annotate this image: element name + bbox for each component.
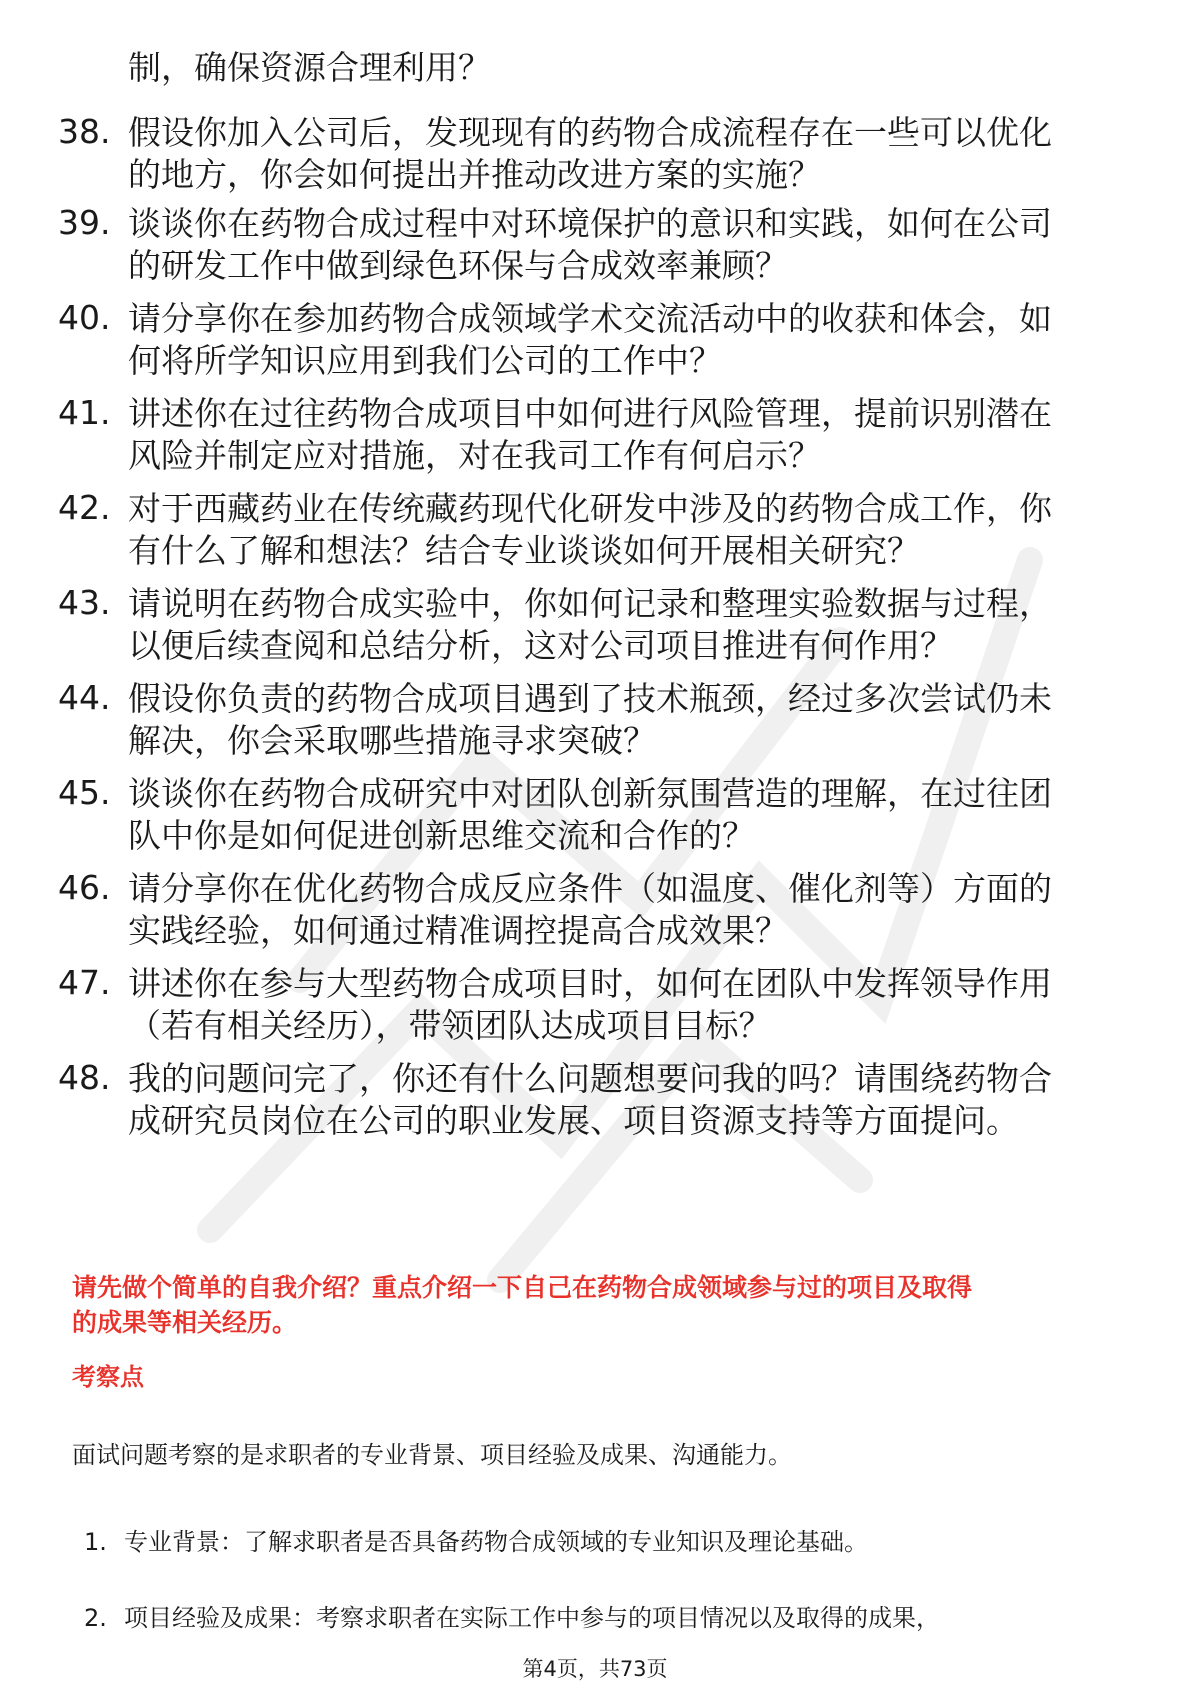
question-number: 47. bbox=[58, 963, 111, 1002]
point-text: 项目经验及成果：考察求职者在实际工作中参与的项目情况以及取得的成果， bbox=[124, 1604, 940, 1632]
question-text bbox=[128, 1058, 1120, 1142]
question-line: 的地方，你会如何提出并推动改进方案的实施？ bbox=[128, 155, 821, 194]
question-text bbox=[128, 393, 1120, 477]
question-line: 队中你是如何促进创新思维交流和合作的？ bbox=[128, 816, 755, 855]
question-number: 43. bbox=[58, 583, 111, 622]
question-line: 以便后续查阅和总结分析，这对公司项目推进有何作用？ bbox=[128, 626, 953, 665]
section-title: 考察点 bbox=[72, 1363, 144, 1391]
question-item bbox=[0, 298, 1190, 388]
question-line: 对于西藏药业在传统藏药现代化研发中涉及的药物合成工作，你 bbox=[128, 489, 1052, 528]
question-item bbox=[0, 203, 1190, 293]
page-footer: 第4页，共73页 bbox=[522, 1657, 668, 1681]
question-number: 40. bbox=[58, 298, 111, 337]
question-line: 有什么了解和想法？结合专业谈谈如何开展相关研究？ bbox=[128, 531, 920, 570]
question-item bbox=[0, 678, 1190, 768]
question-line: 的研发工作中做到绿色环保与合成效率兼顾？ bbox=[128, 246, 788, 285]
question-line: 谈谈你在药物合成过程中对环境保护的意识和实践，如何在公司 bbox=[128, 204, 1052, 243]
question-line: 假设你负责的药物合成项目遇到了技术瓶颈，经过多次尝试仍未 bbox=[128, 679, 1052, 718]
question-line: 我的问题问完了，你还有什么问题想要问我的吗？请围绕药物合 bbox=[128, 1059, 1052, 1098]
highlight-question bbox=[72, 1270, 1132, 1340]
question-text bbox=[128, 963, 1120, 1047]
question-line: 讲述你在过往药物合成项目中如何进行风险管理，提前识别潜在 bbox=[128, 394, 1052, 433]
point-number: 2. bbox=[84, 1604, 107, 1632]
question-line: 解决，你会采取哪些措施寻求突破？ bbox=[128, 721, 656, 760]
highlight-line: 的成果等相关经历。 bbox=[72, 1308, 298, 1337]
question-line: 风险并制定应对措施，对在我司工作有何启示？ bbox=[128, 436, 821, 475]
question-number: 44. bbox=[58, 678, 111, 717]
question-item bbox=[0, 112, 1190, 202]
question-number: 39. bbox=[58, 203, 111, 242]
question-item bbox=[0, 773, 1190, 863]
question-number: 48. bbox=[58, 1058, 111, 1097]
point-text: 专业背景：了解求职者是否具备药物合成领域的专业知识及理论基础。 bbox=[124, 1528, 868, 1556]
point-number: 1. bbox=[84, 1528, 107, 1556]
question-item bbox=[0, 963, 1190, 1053]
question-text bbox=[128, 678, 1120, 762]
question-item bbox=[0, 1058, 1190, 1148]
question-text bbox=[128, 488, 1120, 572]
question-line: 假设你加入公司后，发现现有的药物合成流程存在一些可以优化 bbox=[128, 113, 1052, 152]
question-line: 何将所学知识应用到我们公司的工作中？ bbox=[128, 341, 722, 380]
intro-paragraph: 面试问题考察的是求职者的专业背景、项目经验及成果、沟通能力。 bbox=[72, 1441, 792, 1469]
question-item bbox=[0, 583, 1190, 673]
question-text bbox=[128, 868, 1120, 952]
continuation-line: 制，确保资源合理利用？ bbox=[128, 48, 491, 87]
question-number: 46. bbox=[58, 868, 111, 907]
question-line: （若有相关经历），带领团队达成项目目标？ bbox=[128, 1006, 772, 1045]
question-number: 45. bbox=[58, 773, 111, 812]
question-text bbox=[128, 112, 1120, 196]
question-number: 41. bbox=[58, 393, 111, 432]
highlight-line: 请先做个简单的自我介绍？重点介绍一下自己在药物合成领域参与过的项目及取得 bbox=[72, 1273, 973, 1302]
question-item bbox=[0, 393, 1190, 483]
question-line: 实践经验，如何通过精准调控提高合成效果？ bbox=[128, 911, 788, 950]
question-line: 请说明在药物合成实验中，你如何记录和整理实验数据与过程， bbox=[128, 584, 1052, 623]
question-item bbox=[0, 868, 1190, 958]
question-text bbox=[128, 773, 1120, 857]
question-line: 请分享你在参加药物合成领域学术交流活动中的收获和体会，如 bbox=[128, 299, 1052, 338]
question-number: 42. bbox=[58, 488, 111, 527]
question-text bbox=[128, 298, 1120, 382]
question-item bbox=[0, 488, 1190, 578]
question-text bbox=[128, 583, 1120, 667]
question-number: 38. bbox=[58, 112, 111, 151]
question-line: 成研究员岗位在公司的职业发展、项目资源支持等方面提问。 bbox=[128, 1101, 1019, 1140]
question-line: 请分享你在优化药物合成反应条件（如温度、催化剂等）方面的 bbox=[128, 869, 1052, 908]
question-line: 讲述你在参与大型药物合成项目时，如何在团队中发挥领导作用 bbox=[128, 964, 1052, 1003]
question-text bbox=[128, 203, 1120, 287]
question-line: 谈谈你在药物合成研究中对团队创新氛围营造的理解，在过往团 bbox=[128, 774, 1052, 813]
